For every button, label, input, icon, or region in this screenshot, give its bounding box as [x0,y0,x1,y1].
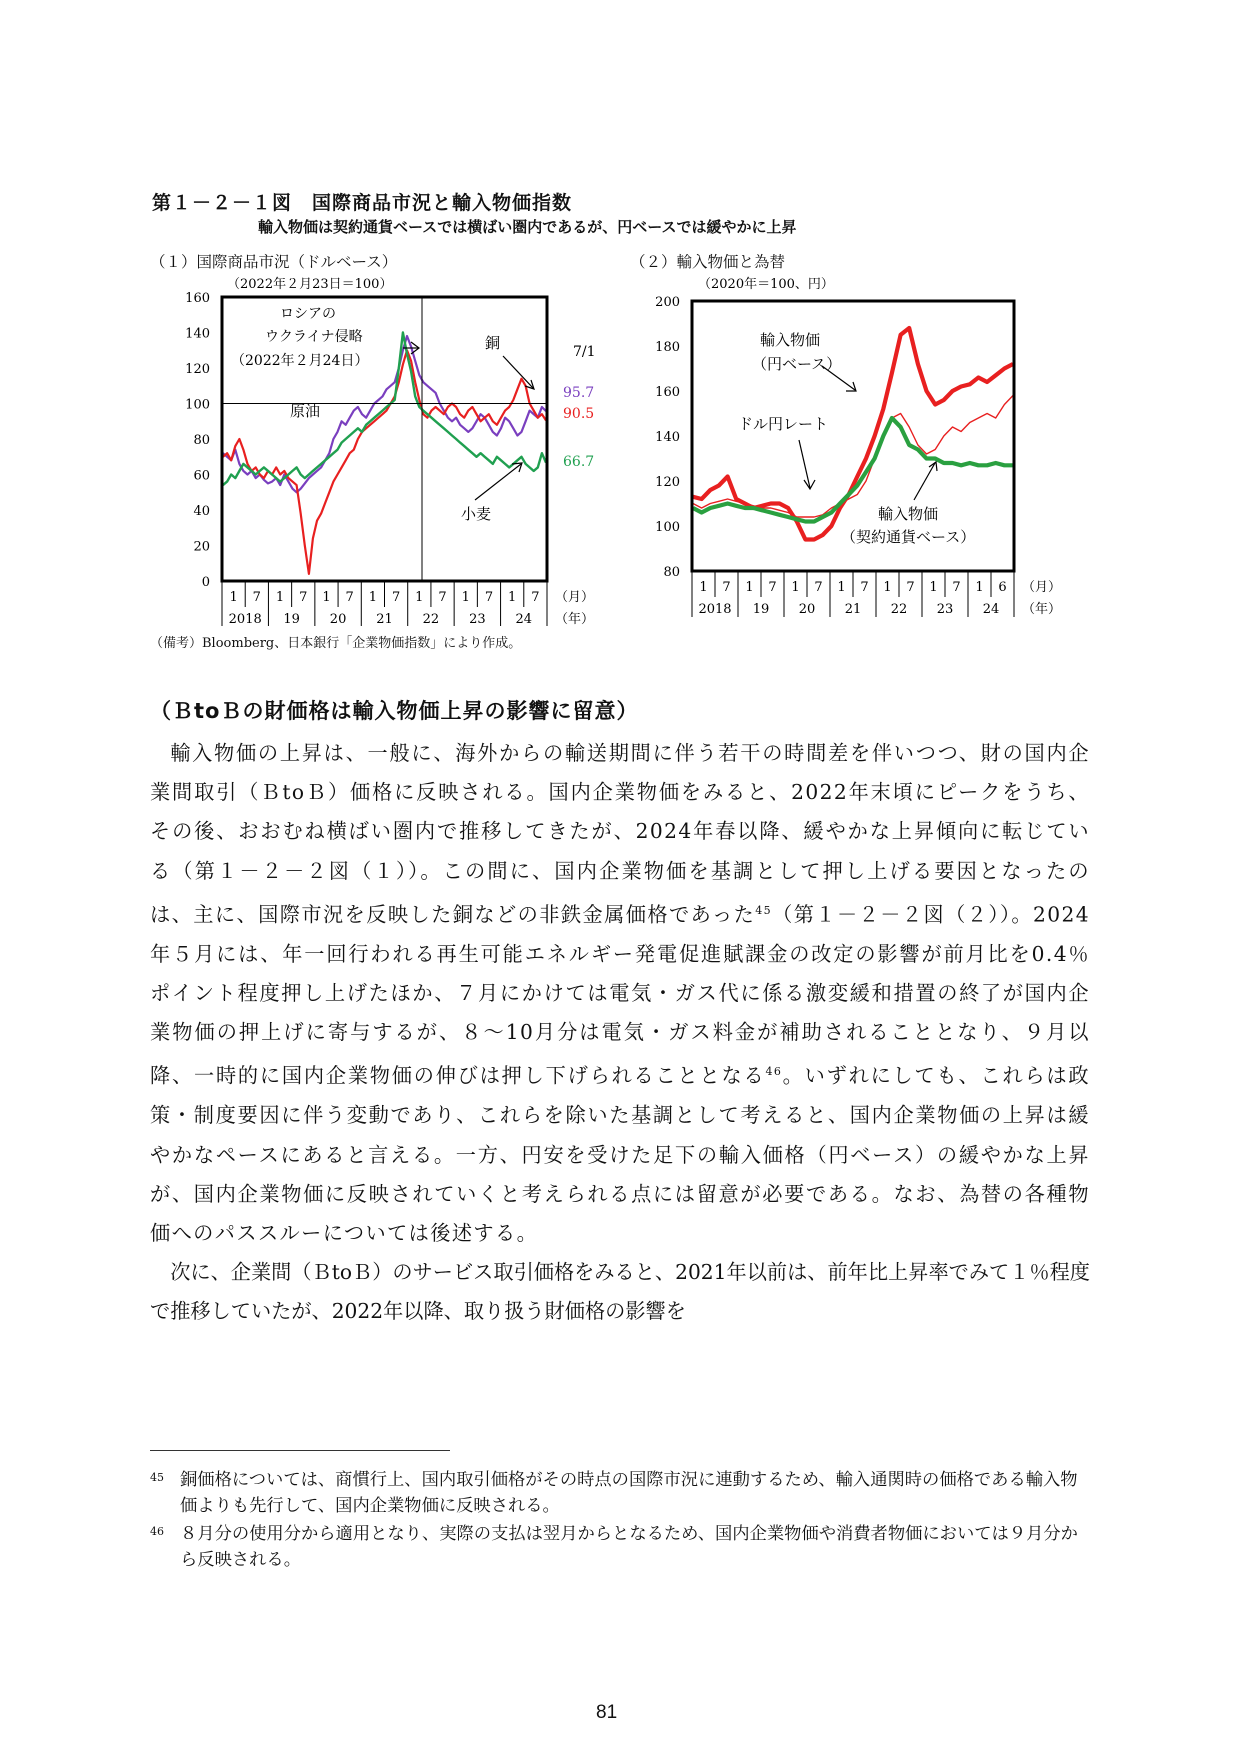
chart1-unit-note: （2022年２月23日＝100） [227,277,393,292]
year-label: 19 [283,612,300,626]
month-tick-label: 7 [252,590,261,605]
year-label: 21 [844,602,862,617]
paragraph-1: 輸入物価の上昇は、一般に、海外からの輸送期間に伴う若干の時間差を伴いつつ、財の国内企業間取引（ＢtoＢ）価格に反映される。国内企業物価をみると、2022年末頃にピークをうち、その後、おおむね横ばい圏内で推移してきたが、2024年春以降、緩やかな上昇傾向に転じている（第１－２－２図（１））。この間に、国内企業物価を基調として押し上げる要因となったのは、主に、国際市況を反映した銅などの非鉄金属価格であった$^{45}$（第１－２－２図（２））。2024年５月には、年一回行われる再生可能エネルギー発電促進賦課金の改定の影響が前月比を0.4％ポイント程度押し上げたほか、７月にかけては電気・ガス代に係る激変緩和措置の終了が国内企業物価の押上げに寄与するが、８～10月分は電気・ガス料金が補助されることとなり、９月以降、一時的に国内企業物価の伸びは押し下げられることとなる$^{46}$。いずれにしても、これらは政策・制度要因に伴う変動であり、これらを除いた基調として考えると、国内企業物価の上昇は緩やかなペースにあると言える。一方、円安を受けた足下の輸入価格（円ベース）の緩やかな上昇が、国内企業物価に反映されていくと考えられる点には留意が必要である。なお、為替の各種物価へのパススルーについては後述する。 [150,741,1090,1245]
label-fx: ドル円レート [738,415,829,433]
y-tick-label: 100 [185,397,210,413]
month-tick-label: 7 [906,580,915,595]
footnote-divider [150,1450,450,1451]
month-tick-label: 7 [722,580,731,595]
year-label: 20 [329,612,347,626]
y-tick-label: 140 [185,326,210,342]
month-tick-label: 1 [745,580,754,595]
month-tick-label: 1 [461,590,470,605]
footnote-ref-46[interactable]: 46 [765,1065,783,1079]
panel2-title: （２）輸入物価と為替 [630,253,786,271]
label-contract-2: （契約通貨ベース） [841,528,976,546]
year-label: 24 [515,612,533,626]
label-oil: 原油 [290,402,321,420]
series-line-import_contract [693,418,1013,522]
month-tick-label: 1 [368,590,378,605]
label-contract-1: 輸入物価 [878,505,939,523]
label-russia-1: ロシアの [280,306,336,322]
chart-import-prices [650,268,1080,626]
y-tick-label: 40 [193,504,210,519]
year-label: 23 [469,612,486,626]
label-copper: 銅 [485,334,501,352]
year-label: 21 [376,612,393,626]
month-tick-label: 1 [883,580,892,595]
label-russia-3: （2022年２月24日） [231,353,369,369]
month-tick-label: 7 [952,580,961,595]
end-copper: 90.5 [563,406,595,422]
month-tick-label: 7 [531,590,540,605]
month-tick-label: 7 [345,590,354,605]
year-label: 19 [752,602,770,617]
year-label: 2018 [698,602,732,617]
month-tick-label: 7 [299,590,308,605]
y-tick-label: 120 [185,362,210,377]
year-label: 24 [982,602,1000,617]
y-tick-label: 140 [655,430,680,445]
label-date: 7/1 [573,344,596,360]
label-wheat: 小麦 [461,505,492,523]
footnote-ref-45[interactable]: 45 [755,903,773,917]
month-tick-label: 6 [998,580,1007,595]
panel1-title: （１）国際商品市況（ドルベース） [150,253,398,271]
month-tick-label: 1 [275,590,285,605]
year-label: 23 [936,602,954,617]
y-tick-label: 180 [655,340,680,355]
label-yen-2: （円ベース） [752,355,842,373]
month-tick-label: 1 [229,590,238,605]
end-oil: 95.7 [563,385,595,401]
y-tick-label: 200 [655,295,680,310]
year-unit: （年） [555,612,595,626]
year-label: 22 [890,602,908,617]
month-tick-label: 7 [814,580,823,595]
month-tick-label: 7 [768,580,777,595]
page-number: 81 [596,1702,618,1723]
figure-title: 第１－２－１図 国際商品市況と輸入物価指数 [152,192,573,214]
arrow-wheat [475,464,521,500]
figure-subtitle: 輸入物価は契約通貨ベースでは横ばい圏内であるが、円ベースでは緩やかに上昇 [258,218,797,236]
label-yen-1: 輸入物価 [760,331,821,349]
month-tick-label: 1 [837,580,846,595]
body-text [150,734,1090,1332]
y-tick-label: 160 [655,385,680,400]
y-tick-label: 20 [193,539,210,555]
month-tick-label: 1 [508,590,517,605]
month-tick-label: 7 [391,590,401,605]
arrow-copper [503,356,533,388]
month-tick-label: 1 [929,580,938,595]
chart2-unit-note: （2020年＝100、円） [698,277,834,292]
footnote-45: 45 銅価格については、商慣行上、国内取引価格がその時点の国際市況に連動するため、輸入通関時の価格である輸入物価よりも先行して、国内企業物価に反映される。 [150,1470,1078,1516]
y-tick-label: 60 [193,468,210,484]
month-tick-label: 1 [415,590,424,605]
y-tick-label: 80 [193,433,210,448]
month-unit: （月） [1022,580,1062,595]
month-tick-label: 1 [975,580,984,595]
arrow-contract [914,463,935,500]
y-tick-label: 120 [655,475,680,490]
series-line-fx [693,396,1013,518]
footnote-46: 46 ８月分の使用分から適用となり、実際の支払は翌月からとなるため、国内企業物価や消費者物価においては９月分から反映される。 [150,1524,1078,1570]
year-label: 22 [422,612,440,626]
y-tick-label: 80 [663,565,680,580]
y-tick-label: 100 [655,520,680,535]
paragraph-2: 次に、企業間（ＢtoＢ）のサービス取引価格をみると、2021年以前は、前年比上昇率でみて１％程度で推移していたが、2022年以降、取り扱う財価格の影響を [150,1260,1090,1324]
chart-commodity [175,268,630,626]
month-tick-label: 1 [791,580,800,595]
footnotes [150,1467,1090,1575]
y-tick-label: 0 [201,575,210,590]
month-tick-label: 1 [322,590,331,605]
section-heading: （ＢtoＢの財価格は輸入物価上昇の影響に留意） [150,699,639,723]
end-wheat: 66.7 [563,454,595,470]
y-tick-label: 160 [185,291,210,306]
year-unit: （年） [1022,602,1062,617]
month-tick-label: 7 [438,590,447,605]
month-tick-label: 7 [484,590,494,605]
series-line-copper [223,350,546,574]
label-russia-2: ウクライナ侵略 [265,329,363,345]
year-label: 2018 [228,612,262,626]
source-note: （備考）Bloomberg、日本銀行「企業物価指数」により作成。 [150,636,522,651]
year-label: 20 [798,602,816,617]
month-unit: （月） [555,590,595,605]
month-tick-label: 1 [699,580,708,595]
month-tick-label: 7 [860,580,869,595]
